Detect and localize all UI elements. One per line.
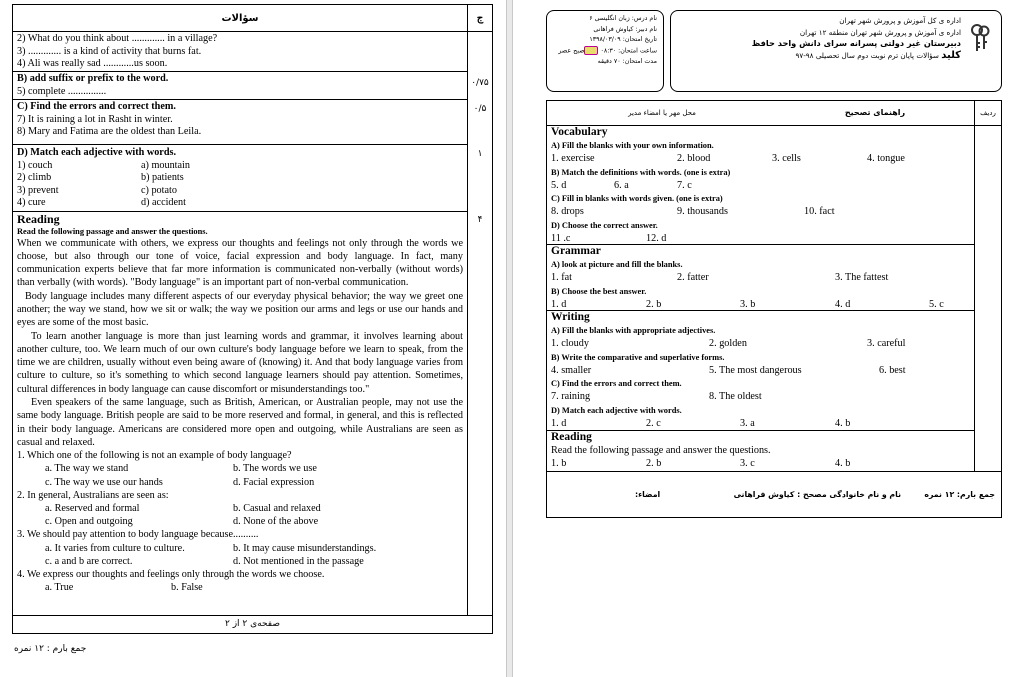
question-line: 2) What do you think about ............. in a village? bbox=[17, 33, 218, 44]
answer: 3. cells bbox=[772, 153, 801, 165]
answer: 1. d bbox=[551, 418, 567, 430]
options-row bbox=[17, 515, 463, 528]
answer: 3. b bbox=[740, 298, 756, 310]
reading-question: 1. Which one of the following is not an example of body language? bbox=[17, 450, 292, 462]
keys-logo-icon bbox=[969, 23, 991, 53]
org-line-1: اداره ی کل آموزش و پرورش شهر تهران bbox=[839, 16, 961, 25]
section-title: C) Find the errors and correct them. bbox=[17, 101, 176, 112]
answer: 4. tongue bbox=[867, 153, 905, 165]
option: c. The way we use our hands bbox=[45, 476, 163, 488]
option: a. It varies from culture to culture. bbox=[45, 542, 185, 554]
answer: 3. a bbox=[740, 418, 755, 430]
answer: 2. b bbox=[646, 458, 662, 470]
option: b. It may cause misunderstandings. bbox=[233, 542, 377, 554]
answer: 2. c bbox=[646, 418, 661, 430]
answer: 1. fat bbox=[551, 272, 572, 284]
match-row bbox=[17, 197, 463, 210]
total-score: جمع بارم: ۱۲ نمره bbox=[924, 490, 995, 499]
key-writing bbox=[547, 310, 974, 430]
answer: 4. b bbox=[835, 458, 851, 470]
option: b. False bbox=[171, 582, 203, 594]
answer: 2. golden bbox=[709, 338, 747, 350]
answer: 9. thousands bbox=[677, 206, 728, 218]
key-vocabulary bbox=[547, 126, 974, 244]
option: c. Open and outgoing bbox=[45, 516, 133, 528]
answer: 3. The fattest bbox=[835, 272, 889, 284]
subsection-title: C) Fill in blanks with words given. (one is extra) bbox=[551, 194, 723, 204]
question-line: 3) ............. is a kind of activity that burns fat. bbox=[17, 45, 202, 57]
section-title: Grammar bbox=[551, 245, 601, 257]
question-column bbox=[13, 5, 467, 615]
match-row bbox=[17, 160, 463, 173]
answer: 11 .c bbox=[551, 233, 571, 245]
options-row bbox=[17, 502, 463, 515]
subsection-title: A) look at picture and fill the blanks. bbox=[551, 260, 683, 269]
match-option: a) mountain bbox=[141, 159, 190, 171]
answer-row bbox=[551, 457, 970, 470]
option: d. Not mentioned in the passage bbox=[233, 555, 364, 567]
options-row bbox=[17, 476, 463, 489]
row-column-header: ردیف bbox=[974, 101, 1001, 125]
option: d. None of the above bbox=[233, 516, 319, 528]
reading-instruction: Read the following passage and answer the questions. bbox=[551, 445, 771, 456]
exam-date: تاریخ امتحان: ۱۳۹۸/۰۳/۰۹ bbox=[589, 36, 657, 44]
answer: 6. a bbox=[614, 179, 629, 191]
reading-question: 3. We should pay attention to body language because.......... bbox=[17, 529, 259, 541]
teacher-name: نام دبیر: کیاوش فراهانی bbox=[593, 25, 657, 33]
score-column bbox=[467, 5, 492, 615]
answer: 3. c bbox=[740, 458, 755, 470]
answer: 7. c bbox=[677, 179, 692, 191]
guide-column-header: راهنمای تصحیح bbox=[844, 108, 906, 117]
score-column-header: ج bbox=[468, 5, 492, 32]
options-row bbox=[17, 542, 463, 555]
key-footer bbox=[547, 471, 1001, 517]
row-number-column bbox=[974, 125, 1001, 471]
key-reading bbox=[547, 430, 974, 471]
answer: 6. best bbox=[879, 364, 906, 376]
subsection-title: D) Match each adjective with words. bbox=[551, 405, 682, 415]
reading-question: 4. We express our thoughts and feelings only through the words we choose. bbox=[17, 569, 325, 581]
questions-table bbox=[12, 4, 493, 616]
match-word: 1) couch bbox=[17, 159, 53, 171]
match-word: 3) prevent bbox=[17, 184, 59, 196]
subsection-title: C) Find the errors and correct them. bbox=[551, 379, 682, 389]
total-score: جمع بارم : ۱۲ نمره bbox=[14, 644, 87, 654]
options-row bbox=[17, 555, 463, 568]
answer-row bbox=[551, 271, 970, 284]
answer: 1. exercise bbox=[551, 153, 595, 165]
reading-paragraph: When we communicate with others, we express our thoughts and feelings not only through the words we choose, but also through our tone of voice, facial expression and body language. In fact, many communication experts believe that far more information is communicated non-verbally (without words) than verbally (with words). "Body language" is an important part of non-verbal communication. bbox=[17, 237, 463, 289]
answer: 1. cloudy bbox=[551, 338, 589, 350]
question-line: 5) complete ............... bbox=[17, 85, 107, 97]
section-d bbox=[13, 145, 467, 212]
reading-questions bbox=[17, 449, 463, 594]
option: a. Reserved and formal bbox=[45, 503, 140, 515]
subsection-title: D) Choose the correct answer. bbox=[551, 220, 658, 230]
score-b: ۰/۷۵ bbox=[471, 78, 489, 88]
answer: 3. careful bbox=[867, 338, 906, 350]
answer: 2. blood bbox=[677, 153, 711, 165]
subsection-title: B) Write the comparative and superlative forms. bbox=[551, 352, 725, 362]
section-title: Vocabulary bbox=[551, 126, 608, 138]
answer: 4. b bbox=[835, 418, 851, 430]
afternoon-label: عصر bbox=[558, 47, 572, 55]
subsection-title: B) Choose the best answer. bbox=[551, 286, 647, 296]
exam-term: سؤالات پایان ترم نوبت دوم سال تحصیلی ۹۸-۹۷ bbox=[795, 50, 939, 60]
option: c. a and b are correct. bbox=[45, 555, 133, 567]
match-option: c) potato bbox=[141, 184, 177, 196]
answer: 4. smaller bbox=[551, 364, 592, 376]
reading-paragraph: Body language includes many different aspects of our everyday physical behavior; the way we greet one another; the way we stand, how we sit or walk; the way we position our arms and legs or use our hands and eyes are some of the most basic. bbox=[17, 290, 463, 329]
signature-label: امضاء: bbox=[635, 490, 661, 499]
answer-row bbox=[551, 179, 970, 192]
reading-title: Reading bbox=[17, 212, 60, 226]
match-option: b) patients bbox=[141, 172, 184, 183]
answer: 4. d bbox=[835, 298, 851, 310]
section-b bbox=[13, 72, 467, 100]
answer-row bbox=[551, 205, 970, 218]
section-title: D) Match each adjective with words. bbox=[17, 147, 177, 158]
school-info-box bbox=[670, 10, 1002, 92]
subsection-title: A) Fill the blanks with appropriate adjectives. bbox=[551, 326, 716, 335]
key-label: کلید bbox=[941, 49, 961, 61]
option: d. Facial expression bbox=[233, 476, 315, 488]
answer-row bbox=[551, 417, 970, 430]
exam-page-left bbox=[0, 0, 507, 677]
match-row bbox=[17, 172, 463, 185]
option: b. The words we use bbox=[233, 463, 317, 475]
exam-title bbox=[677, 50, 961, 62]
match-word: 4) cure bbox=[17, 197, 46, 208]
exam-time-label: ساعت امتحان: ۰۸:۳۰ bbox=[600, 47, 657, 55]
option: a. True bbox=[45, 582, 74, 594]
question-line: 8) Mary and Fatima are the oldest than Leila. bbox=[17, 126, 202, 137]
answer-row bbox=[551, 152, 970, 165]
key-grammar bbox=[547, 244, 974, 310]
match-row bbox=[17, 185, 463, 198]
questions-header: سؤالات bbox=[13, 5, 467, 32]
section-a-tail bbox=[13, 32, 467, 72]
exam-info-box bbox=[546, 10, 664, 92]
options-row bbox=[17, 581, 463, 594]
option: b. Casual and relaxed bbox=[233, 503, 321, 515]
course-name: نام درس: زبان انگلیسی ۶ bbox=[589, 15, 657, 22]
match-option: d) accident bbox=[141, 197, 186, 208]
answer-row bbox=[551, 337, 970, 350]
subsection-title: B) Match the definitions with words. (one is extra) bbox=[551, 167, 731, 177]
answer-key-table bbox=[546, 100, 1002, 518]
corrector-name: نام و نام خانوادگی مصحح : کیاوش فراهانی bbox=[733, 490, 901, 499]
reading-section bbox=[13, 212, 467, 615]
score-d: ۱ bbox=[477, 149, 483, 159]
score-reading: ۴ bbox=[477, 215, 483, 225]
reading-question: 2. In general, Australians are seen as: bbox=[17, 489, 169, 501]
morning-label: صبح bbox=[573, 47, 585, 55]
exam-time bbox=[553, 46, 657, 57]
section-title: Reading bbox=[551, 431, 592, 443]
answer: 2. fatter bbox=[677, 272, 709, 284]
option: a. The way we stand bbox=[45, 463, 129, 475]
section-c bbox=[13, 100, 467, 145]
subsection-title: A) Fill the blanks with your own information. bbox=[551, 141, 714, 150]
section-title: Writing bbox=[551, 311, 590, 323]
answer-row bbox=[551, 390, 970, 403]
question-line: 7) It is raining a lot in Rasht in winter. bbox=[17, 113, 173, 125]
answer: 5. d bbox=[551, 179, 567, 191]
answer: 10. fact bbox=[804, 206, 835, 218]
answer: 2. b bbox=[646, 298, 662, 310]
answer: 5. c bbox=[929, 298, 944, 310]
score-c: ۰/۵ bbox=[473, 104, 487, 114]
stamp-mark bbox=[584, 46, 598, 55]
answer: 1. d bbox=[551, 298, 567, 310]
section-title: B) add suffix or prefix to the word. bbox=[17, 73, 169, 84]
answer-row bbox=[551, 364, 970, 377]
school-name: دبیرستان غیر دولتی پسرانه سرای دانش واحد حافظ bbox=[751, 38, 961, 48]
answer: 8. The oldest bbox=[709, 391, 762, 403]
question-line: 4) Ali was really sad ............us soon. bbox=[17, 58, 168, 69]
key-table-header bbox=[547, 101, 1001, 126]
page-number: صفحه‌ی ۲ از ۲ bbox=[12, 616, 493, 634]
exam-duration: مدت امتحان: ۷۰ دقیقه bbox=[597, 57, 657, 65]
reading-instruction: Read the following passage and answer the questions. bbox=[17, 226, 208, 236]
answer: 8. drops bbox=[551, 206, 584, 218]
org-line-2: اداره ی آموزش و پرورش شهر تهران منطقه ۱۲ تهران bbox=[799, 27, 961, 37]
answer: 5. The most dangerous bbox=[709, 364, 802, 376]
answer: 7. raining bbox=[551, 391, 591, 403]
reading-paragraph: Even speakers of the same language, such as British, American, or Australian people, may not use the same body language. British people are said to be more reserved and formal, in general, and this is reflected in their body language. Americans are considered more open and outgoing, while Australians are seen as casual and relaxed. bbox=[17, 397, 463, 448]
answer: 1. b bbox=[551, 458, 567, 470]
reading-paragraph: To learn another language is more than just learning words and grammar, it involves learning about another culture, too. We learn much of our own culture's body language before we learn to speak, from the time we are children, usually without even being aware of (knowing) it. And that body language varies from culture to culture, so it's something to which second language learners should pay attention. Sometimes, cultural differences in body language can cause discomfort or misunderstandings too." bbox=[17, 330, 463, 395]
stamp-column-header: محل مهر یا امضاء مدیر bbox=[628, 109, 696, 117]
answer: 12. d bbox=[646, 233, 667, 245]
match-word: 2) climb bbox=[17, 172, 52, 183]
options-row bbox=[17, 462, 463, 475]
